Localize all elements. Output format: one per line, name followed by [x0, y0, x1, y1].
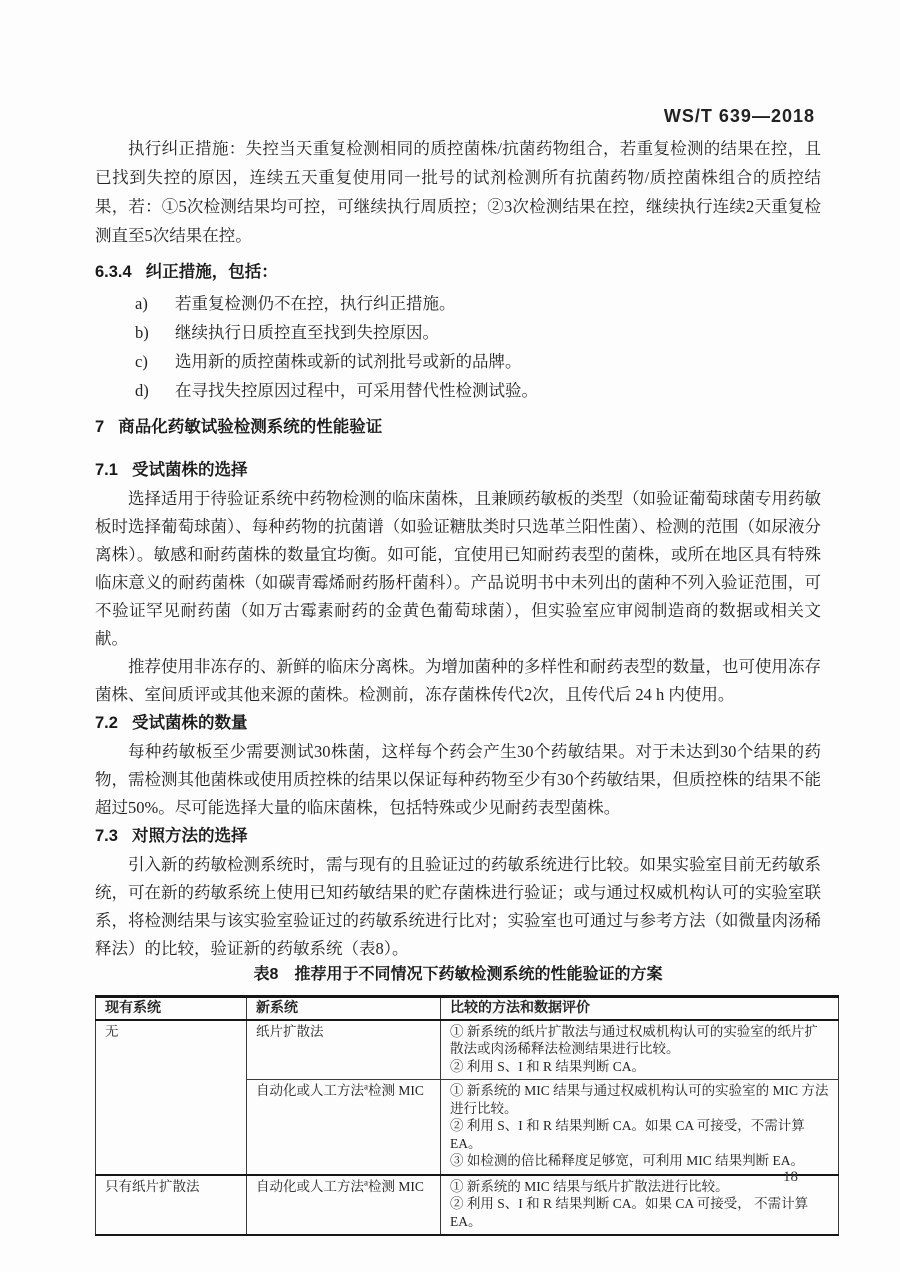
list-item — [135, 289, 821, 318]
paragraph-7-1-fresh-isolates: 推荐使用非冻存的、新鲜的临床分离株。为增加菌种的多样性和耐药表型的数量，也可使用冻存菌株、室间质评或其他来源的菌株。检测前，冻存菌株传代2次，且传代后 24 h 内使用。 — [95, 657, 821, 704]
list-marker: b) — [135, 323, 149, 342]
standard-number-header: WS/T 639—2018 — [663, 106, 815, 126]
section-heading-7-2 — [95, 709, 821, 738]
list-text: 若重复检测仍不在控，执行纠正措施。 — [175, 294, 456, 313]
section-title: 受试菌株的数量 — [131, 714, 248, 732]
table-row — [96, 1020, 839, 1080]
section-heading-6-3-4 — [95, 258, 821, 287]
list-text: 继续执行日质控直至找到失控原因。 — [175, 323, 439, 342]
section-number: 7.2 — [95, 714, 118, 732]
column-header-comparison-method: 比较的方法和数据评价 — [441, 997, 839, 1020]
method-item: ② 利用 S、I 和 R 结果判断 CA。如果 CA 可接受， 不需计算 EA。 — [450, 1196, 809, 1229]
section-number: 7 — [95, 418, 105, 436]
table8-caption-label: 表8 — [253, 966, 279, 983]
section-heading-7-1 — [95, 456, 821, 485]
cell-comparison-method — [441, 1175, 839, 1236]
table-row — [96, 1175, 839, 1236]
method-item: ② 利用 S、I 和 R 结果判断 CA。 — [450, 1058, 646, 1074]
method-item: ② 利用 S、I 和 R 结果判断 CA。如果 CA 可接受，不需计算 EA。 — [450, 1118, 805, 1151]
list-item — [135, 347, 821, 376]
paragraph-7-1-strain-selection: 选择适用于待验证系统中药物检测的临床菌株，且兼顾药敏板的类型（如验证葡萄球菌专用药敏板时选择葡萄球菌）、每种药物的抗菌谱（如验证糖肽类时只选革兰阳性菌）、检测的范围（如尿液分离株）。敏感和耐药菌株的数量宜均衡。如可能，宜使用已知耐药表型的菌株，或所在地区具有特殊临床意义的耐药菌株（如碳青霉烯耐药肠杆菌科）。产品说明书中未列出的菌种不列入验证范围，可不验证罕见耐药菌（如万古霉素耐药的金黄色葡萄球菌），但实验室应审阅制造商的数据或相关文献。 — [95, 489, 821, 648]
section-number: 6.3.4 — [95, 263, 132, 281]
footnote-marker: a — [364, 1177, 368, 1187]
list-marker: d) — [135, 381, 149, 400]
column-header-new-system: 新系统 — [247, 997, 441, 1020]
cell-text: 检测 MIC — [368, 1178, 424, 1194]
table8-caption-text: 推荐用于不同情况下药敏检测系统的性能验证的方案 — [294, 966, 663, 983]
cell-text: 自动化或人工方法 — [256, 1178, 364, 1194]
list-item — [135, 376, 821, 405]
section-title: 商品化药敏试验检测系统的性能验证 — [118, 418, 383, 436]
method-item: ① 新系统的纸片扩散法与通过权威机构认可的实验室的纸片扩散法或肉汤稀释法检测结果进行比较。 — [450, 1023, 818, 1056]
section-heading-7-3 — [95, 822, 821, 851]
paragraph-7-3-comparison-method: 引入新的药敏检测系统时，需与现有的且验证过的药敏系统进行比较。如果实验室目前无药敏系统，可在新的药敏系统上使用已知药敏结果的贮存菌株进行验证；或与通过权威机构认可的实验室联系，将检测结果与该实验室验证过的药敏系统进行比对；实验室也可通过与参考方法（如微量肉汤稀释法）的比较，验证新的药敏系统（表8）。 — [95, 855, 821, 958]
list-text: 在寻找失控原因过程中，可采用替代性检测试验。 — [175, 381, 538, 400]
cell-text: 自动化或人工方法 — [256, 1083, 364, 1098]
cell-new-system — [247, 1080, 441, 1175]
footnote-marker: a — [364, 1081, 368, 1092]
cell-text: 检测 MIC — [368, 1083, 424, 1098]
list-text: 选用新的质控菌株或新的试剂批号或新的品牌。 — [175, 352, 522, 371]
section-title: 对照方法的选择 — [131, 827, 248, 845]
cell-new-system: 纸片扩散法 — [247, 1020, 441, 1080]
section-title: 纠正措施，包括： — [145, 263, 278, 281]
cell-comparison-method — [441, 1020, 839, 1080]
method-item: ① 新系统的 MIC 结果与纸片扩散法进行比较。 — [450, 1178, 729, 1194]
method-item: ③ 如检测的倍比稀释度足够宽，可利用 MIC 结果判断 EA。 — [450, 1153, 804, 1168]
section-number: 7.3 — [95, 827, 118, 845]
cell-existing-system: 只有纸片扩散法 — [96, 1175, 247, 1236]
list-marker: a) — [135, 294, 148, 313]
page-content — [95, 134, 829, 1236]
corrective-measures-list — [95, 289, 821, 405]
paragraph-7-2-strain-quantity: 每种药敏板至少需要测试30株菌，这样每个药会产生30个药敏结果。对于未达到30个结果的药物，需检测其他菌株或使用质控株的结果以保证每种药物至少有30个药敏结果，但质控株的结果不能超过50%。尽可能选择大量的临床菌株，包括特殊或少见耐药表型菌株。 — [95, 742, 821, 817]
section-title: 受试菌株的选择 — [131, 461, 248, 479]
column-header-existing-system: 现有系统 — [96, 997, 247, 1020]
table8-performance-verification — [95, 995, 839, 1236]
paragraph-corrective-measures: 执行纠正措施：失控当天重复检测相同的质控菌株/抗菌药物组合，若重复检测的结果在控，且已找到失控的原因，连续五天重复使用同一批号的试剂检测所有抗菌药物/质控菌株组合的质控结果，若：①5次检测结果均可控，可继续执行周质控；②3次检测结果在控，继续执行连续2天重复检测直至5次结果在控。 — [95, 139, 821, 245]
cell-comparison-method — [441, 1080, 839, 1175]
list-marker: c) — [135, 352, 148, 371]
method-item: ① 新系统的 MIC 结果与通过权威机构认可的实验室的 MIC 方法进行比较。 — [450, 1083, 829, 1116]
section-number: 7.1 — [95, 461, 118, 479]
list-item — [135, 318, 821, 347]
section-heading-7 — [95, 413, 821, 442]
table8-caption — [95, 964, 821, 986]
table-header-row — [96, 997, 839, 1020]
cell-new-system — [247, 1175, 441, 1236]
cell-existing-system: 无 — [96, 1020, 247, 1175]
page-number: 18 — [783, 1169, 798, 1185]
